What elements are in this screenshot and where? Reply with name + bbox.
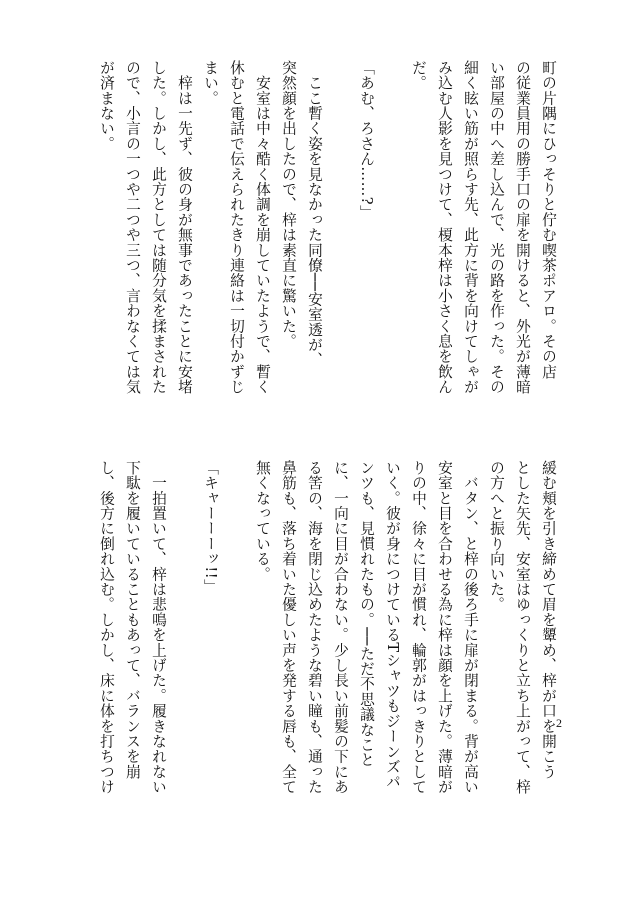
dialogue-line: 「あむ、ろさん……?」 [358, 60, 375, 221]
text-line: だ。 [410, 60, 427, 91]
text-line: し、後方に倒れ込む。しかし、床に体を打ちつけ [98, 460, 115, 795]
text-line: バタン、と梓の後ろ手に扉が閉まる。背が高い [462, 460, 479, 795]
text-line: 安室と目を合わせる為に梓は顔を上げた。薄暗が [436, 460, 453, 795]
text-line: 一拍置いて、梓は悲鳴を上げた。履きなれない [150, 460, 167, 795]
text-line: の方へと振り向いた。 [488, 460, 505, 612]
blank-line [174, 460, 195, 840]
text-line: 町の片隅にひっそりと佇む喫茶ポアロ。その店 [540, 60, 557, 380]
page-number: 2 [556, 716, 562, 730]
text-line: の従業員用の勝手口の扉を開けると、外光が薄暗 [514, 60, 531, 395]
text-line: 下駄を履いていることもあって、バランスを崩 [124, 460, 141, 780]
dialogue-line: 「キャーーーッ!!」 [202, 460, 219, 595]
text-line: 突然顔を出したので、梓は素直に驚いた。 [280, 60, 297, 349]
text-line: 安室は中々酷く体調を崩していたようで、暫く [254, 60, 271, 395]
lower-text-block [96, 460, 559, 840]
text-line: 休むと電話で伝えられたきり連絡は一切付かずじ [228, 60, 245, 395]
text-line: み込む人影を見つけて、榎本梓は小さく息を飲ん [436, 60, 453, 395]
text-line: ンツも、見慣れたもの。──ただ不思議なこと [358, 460, 375, 768]
text-line: る筈の、海を閉じ込めたような碧い瞳も、通った [306, 460, 323, 795]
text-line: とした矢先、安室はゆっくりと立ち上がって、梓 [514, 460, 531, 795]
text-line: りの中、徐々に目が慣れ、輪郭がはっきりとして [410, 460, 427, 795]
text-line: 鼻筋も、落ち着いた優しい声を発する唇も、全て [280, 460, 297, 795]
text-line: した。しかし、此方としては随分気を揉まされた [150, 60, 167, 395]
text-line: 緩む頬を引き締めて眉を顰め、梓が口を開こう [540, 460, 557, 780]
blank-line [382, 60, 403, 420]
text-line: ここ暫く姿を見なかった同僚──安室透が、 [306, 60, 323, 368]
text-line: 細く眩い筋が照らす先、此方に背を向けてしゃが [462, 60, 479, 395]
text-line: い部屋の中へ差し込んで、光の路を作った。その [488, 60, 505, 395]
text-line: まい。 [202, 60, 219, 106]
upper-text-block [96, 60, 559, 420]
text-line: ので、小言の一つや二つや三つ、言わなくては気 [124, 60, 141, 395]
blank-line [330, 60, 351, 420]
text-line: 無くなっている。 [254, 460, 271, 582]
text-line: が済まない。 [98, 60, 115, 152]
text-line: に、一向に目が合わない。少し長い前髪の下にあ [332, 460, 349, 795]
blank-line [226, 460, 247, 840]
text-line: 梓は一先ず、彼の身が無事であったことに安堵 [176, 60, 193, 395]
text-line: いく。彼が身につけているTシャツもジーンズパ [384, 460, 401, 790]
